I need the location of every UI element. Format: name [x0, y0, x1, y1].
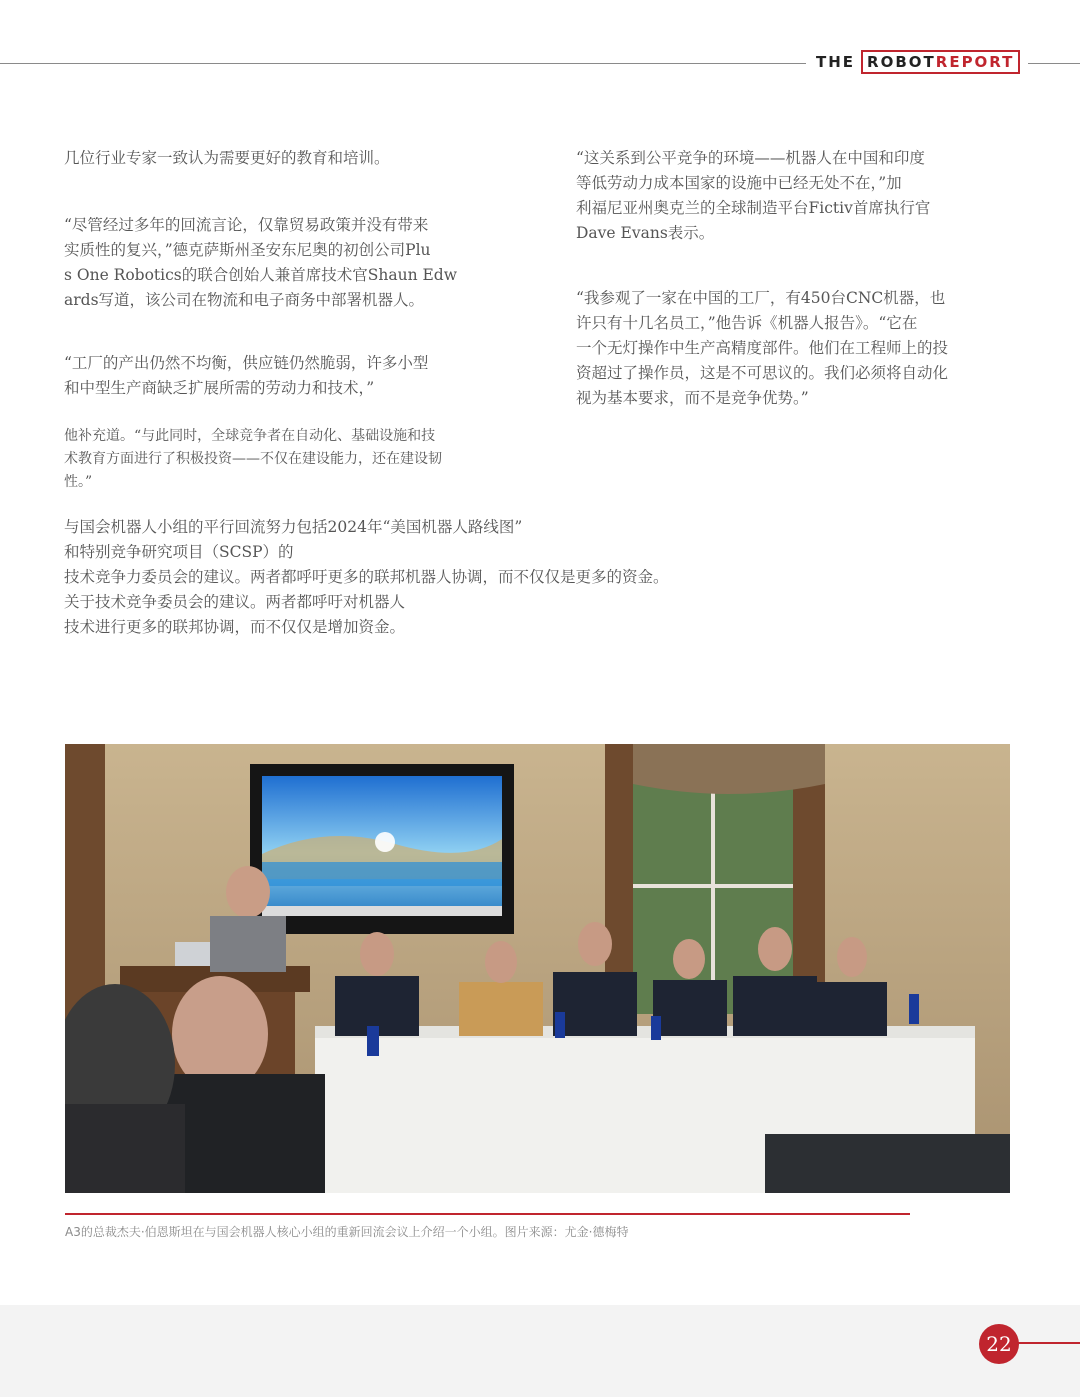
text-line: 技术进行更多的联邦协调，而不仅仅是增加资金。 [64, 618, 406, 636]
text-line: 和特别竞争研究项目（SCSP）的 [64, 543, 294, 561]
text-line: “工厂的产出仍然不均衡，供应链仍然脆弱，许多小型 [64, 354, 429, 372]
publication-logo [816, 50, 1020, 74]
text-line: Dave Evans表示。 [576, 224, 715, 242]
text-line: “尽管经过多年的回流言论，仅靠贸易政策并没有带来 [64, 216, 429, 234]
text-line: 关于技术竞争委员会的建议。两者都呼吁对机器人 [64, 593, 406, 611]
text-line: 他补充道。“与此同时，全球竞争者在自动化、基础设施和技 [64, 428, 436, 444]
text-line: 一个无灯操作中生产高精度部件。他们在工程师上的投 [576, 339, 949, 357]
text-line: s One Robotics的联合创始人兼首席技术官Shaun Edw [64, 266, 457, 284]
logo-robot: ROBOT [867, 53, 936, 71]
right-paragraph-1 [576, 146, 930, 246]
page-footer [0, 1305, 1080, 1397]
text-line: 视为基本要求，而不是竞争优势。” [576, 389, 809, 407]
text-line: 和中型生产商缺乏扩展所需的劳动力和技术，” [64, 379, 375, 397]
text-line: 术教育方面进行了积极投资——不仅在建设能力，还在建设韧 [64, 451, 442, 467]
caption-rule [65, 1213, 910, 1215]
text-line: 实质性的复兴，”德克萨斯州圣安东尼奥的初创公司Plu [64, 241, 431, 259]
text-line: 许只有十几名员工，”他告诉《机器人报告》。“它在 [576, 314, 918, 332]
panel-photo [65, 744, 1010, 1193]
left-paragraph-3 [64, 351, 428, 401]
page-number: 22 [979, 1324, 1019, 1364]
left-paragraph-4 [64, 425, 442, 494]
text-line: 等低劳动力成本国家的设施中已经无处不在，”加 [576, 174, 902, 192]
logo-the: THE [816, 53, 856, 71]
text-line: 技术竞争力委员会的建议。两者都呼吁更多的联邦机器人协调，而不仅仅是更多的资金。 [64, 568, 669, 586]
logo-report: REPORT [935, 53, 1015, 71]
left-paragraph-1 [64, 146, 390, 171]
right-paragraph-2 [576, 286, 948, 411]
text-line: 与国会机器人小组的平行回流努力包括2024年“美国机器人路线图” [64, 518, 523, 536]
logo-box [861, 50, 1020, 74]
header-rule-right [1028, 63, 1080, 64]
text-line: 资超过了操作员，这是不可思议的。我们必须将自动化 [576, 364, 949, 382]
header-rule-left [0, 63, 806, 64]
text-line: “这关系到公平竞争的环境——机器人在中国和印度 [576, 149, 925, 167]
left-paragraph-2 [64, 213, 457, 313]
text-line: 几位行业专家一致认为需要更好的教育和培训。 [64, 149, 390, 167]
photo-caption: A3的总裁杰夫·伯恩斯坦在与国会机器人核心小组的重新回流会议上介绍一个小组。图片来源：尤金·德梅特 [65, 1225, 629, 1239]
text-line: “我参观了一家在中国的工厂，有450台CNC机器，也 [576, 289, 946, 307]
full-width-paragraph [64, 515, 669, 640]
text-line: ards写道，该公司在物流和电子商务中部署机器人。 [64, 291, 425, 309]
text-line: 利福尼亚州奥克兰的全球制造平台Fictiv首席执行官 [576, 199, 931, 217]
text-line: 性。” [64, 474, 93, 490]
